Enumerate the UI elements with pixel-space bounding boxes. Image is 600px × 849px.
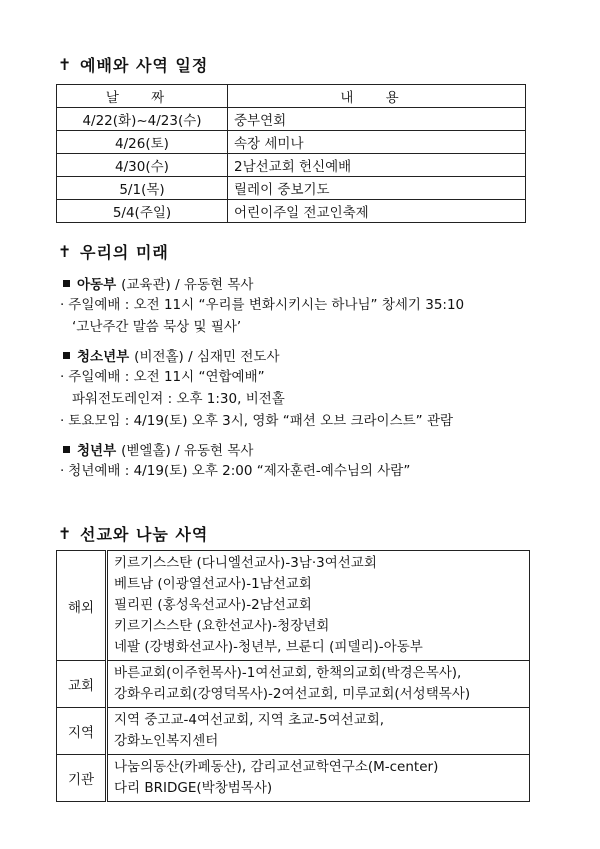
table-row [57, 177, 526, 200]
mission-items [107, 661, 530, 708]
schedule-date: 4/26(토) [57, 131, 228, 154]
table-row [57, 708, 530, 755]
schedule-content: 중부연회 [228, 108, 526, 131]
cross-icon: ✝ [58, 242, 73, 261]
future-section [60, 272, 580, 482]
schedule-date: 4/22(화)~4/23(수) [57, 108, 228, 131]
schedule-title: 예배와 사역 일정 [80, 56, 209, 75]
schedule-table [56, 84, 526, 223]
future-section-title [58, 240, 169, 263]
mission-category: 지역 [57, 708, 107, 755]
dept-heading-children [60, 272, 580, 294]
mission-items [107, 708, 530, 755]
dept-line: · 토요모임 : 4/19(토) 오후 3시, 영화 “패션 오브 크라이스트” 관람 [60, 410, 580, 432]
mission-item: 키르기스스탄 (요한선교사)-청장년회 [114, 618, 330, 634]
schedule-content: 릴레이 중보기도 [228, 177, 526, 200]
schedule-content: 속장 세미나 [228, 131, 526, 154]
table-row [57, 108, 526, 131]
mission-section-title [58, 522, 208, 545]
mission-item: 필리핀 (홍성욱선교사)-2남선교회 [114, 597, 312, 613]
mission-category: 교회 [57, 661, 107, 708]
schedule-content: 2남선교회 헌신예배 [228, 154, 526, 177]
schedule-date: 4/30(수) [57, 154, 228, 177]
dept-line: 파워전도레인져 : 오후 1:30, 비전홀 [72, 391, 285, 407]
schedule-content: 어린이주일 전교인축제 [228, 200, 526, 223]
future-title: 우리의 미래 [80, 243, 169, 262]
dept-name: 청소년부 [77, 349, 130, 365]
mission-table [56, 550, 530, 802]
cross-icon: ✝ [58, 524, 73, 543]
square-bullet-icon [63, 352, 70, 359]
dept-heading-young-adults [60, 438, 580, 460]
dept-heading-youth [60, 344, 580, 366]
schedule-section-title [58, 53, 208, 76]
mission-items [107, 755, 530, 802]
square-bullet-icon [63, 446, 70, 453]
dept-line: · 주일예배 : 오전 11시 “연합예배” [60, 366, 580, 388]
dept-detail: (벧엘홀) / 유동현 목사 [121, 443, 254, 459]
mission-item: 강화노인복지센터 [114, 733, 219, 749]
cross-icon: ✝ [58, 55, 73, 74]
mission-title: 선교와 나눔 사역 [80, 525, 209, 544]
square-bullet-icon [63, 280, 70, 287]
dept-line: · 주일예배 : 오전 11시 “우리를 변화시키시는 하나님” 창세기 35:10 [60, 294, 580, 316]
schedule-header-content: 내 용 [228, 85, 526, 108]
mission-item: 바른교회(이주헌목사)-1여선교회, 한책의교회(박경은목사), [114, 665, 462, 681]
table-row [57, 661, 530, 708]
mission-category: 해외 [57, 551, 107, 661]
mission-item: 다리 BRIDGE(박창범목사) [114, 780, 273, 796]
dept-detail: (교육관) / 유동현 목사 [121, 277, 254, 293]
table-row [57, 755, 530, 802]
dept-line: · 청년예배 : 4/19(토) 오후 2:00 “제자훈련-예수님의 사람” [60, 460, 580, 482]
table-row [57, 551, 530, 661]
mission-item: 강화우리교회(강영덕목사)-2여선교회, 미루교회(서성택목사) [114, 686, 471, 702]
schedule-header-date: 날 짜 [57, 85, 228, 108]
schedule-date: 5/1(목) [57, 177, 228, 200]
schedule-date: 5/4(주일) [57, 200, 228, 223]
mission-item: 키르기스스탄 (다니엘선교사)-3남·3여선교회 [114, 555, 377, 571]
dept-name: 아동부 [77, 277, 117, 293]
mission-item: 네팔 (강병화선교사)-청년부, 브룬디 (피델리)-아동부 [114, 639, 423, 655]
mission-item: 나눔의동산(카페동산), 감리교선교학연구소(M-center) [114, 759, 439, 775]
dept-line: ‘고난주간 말씀 묵상 및 필사’ [72, 319, 242, 335]
dept-detail: (비전홀) / 심재민 전도사 [134, 349, 280, 365]
table-row [57, 200, 526, 223]
table-row [57, 131, 526, 154]
dept-name: 청년부 [77, 443, 117, 459]
mission-items [107, 551, 530, 661]
mission-item: 베트남 (이광열선교사)-1남선교회 [114, 576, 312, 592]
mission-category: 기관 [57, 755, 107, 802]
mission-item: 지역 중고교-4여선교회, 지역 초교-5여선교회, [114, 712, 385, 728]
table-row [57, 154, 526, 177]
